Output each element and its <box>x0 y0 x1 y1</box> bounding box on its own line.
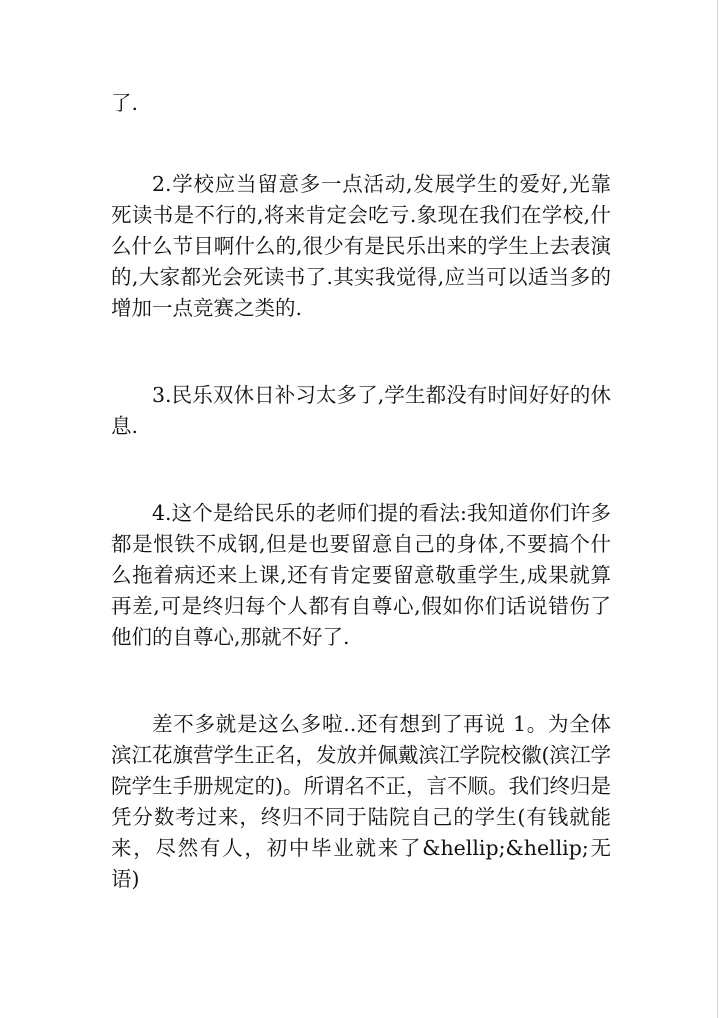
document-body <box>111 88 611 895</box>
paragraph-item-2: 2.学校应当留意多一点活动,发展学生的爱好,光靠死读书是不行的,将来肯定会吃亏.象现在我们在学校,什么什么节目啊什么的,很少有是民乐出来的学生上去表演的,大家都光会死读书了.其实我觉得,应当可以适当多的增加一点竞赛之类的. <box>111 172 611 320</box>
paragraph-summary: 差不多就是这么多啦..还有想到了再说 1。为全体滨江花旗营学生正名，发放并佩戴滨江学院校徽(滨江学院学生手册规定的)。所谓名不正，言不顺。我们终归是凭分数考过来，终归不同于陆院自己的学生(有钱就能来，尽然有人，初中毕业就来了&hellip;&hellip;无语) <box>111 712 611 891</box>
paragraph-item-4: 4.这个是给民乐的老师们提的看法:我知道你们许多都是恨铁不成钢,但是也要留意自己的身体,不要搞个什么拖着病还来上课,还有肯定要留意敬重学生,成果就算再差,可是终归每个人都有自尊心,假如你们话说错伤了他们的自尊心,那就不好了. <box>111 501 611 649</box>
paragraph-continuation: 了. <box>111 91 139 115</box>
page-edge-line <box>717 0 718 1018</box>
paragraph-item-3: 3.民乐双休日补习太多了,学生都没有时间好好的休息. <box>111 383 611 438</box>
